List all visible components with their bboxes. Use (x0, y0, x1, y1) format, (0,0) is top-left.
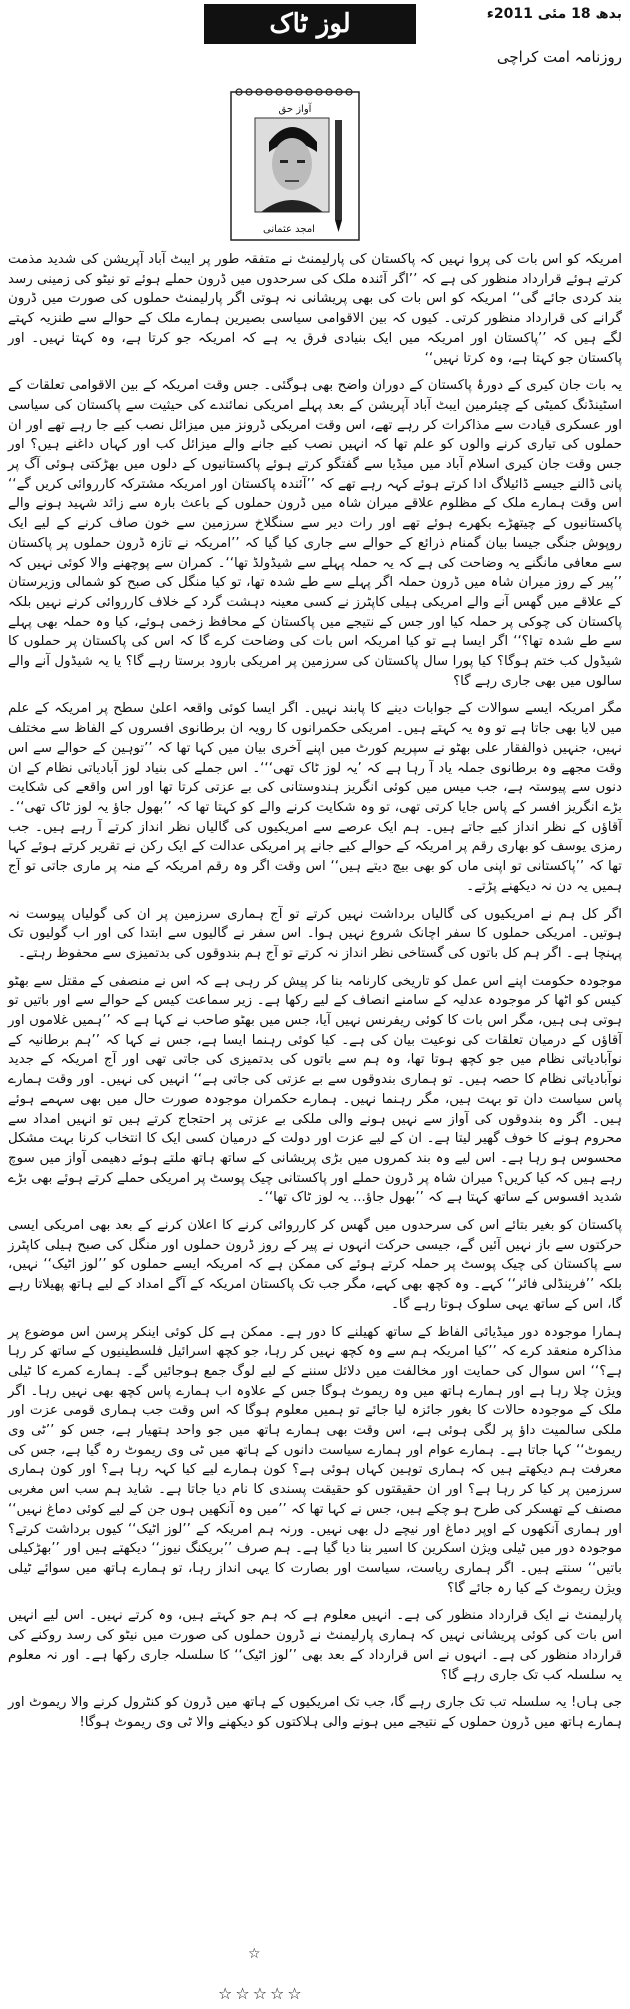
paragraph: امریکہ کو اس بات کی پروا نہیں کہ پاکستان کی پارلیمنٹ نے متفقہ طور پر ایبٹ آباد آپریشن کی شدید مذمت کرتے ہوئے قرارداد منظور کی ہے کہ ’’اگر آئندہ ملک کی سرحدوں میں ڈرون حملے ہوئے تو نیٹو کی زمینی رسد بند کردی جائے گی‘‘ امریکہ کو اس بات کی بھی پریشانی نہ ہوتی اگر پارلیمنٹ حملوں کی صورت میں ڈرون گرانے کی قرارداد منظور کرتی۔ کیوں کہ بین الاقوامی سیاسی بصیرین ہمارے ملک کے حوالے سے طنزیہ کہتے لگے ہیں کہ ’’پاکستان اور امریکہ میں ایک بنیادی فرق یہ ہے کہ امریکہ جو کرتا ہے، وہ کہتا نہیں۔ اور پاکستان جو کہتا ہے، وہ کرتا نہیں‘‘ (8, 252, 622, 366)
column-title: لوز ٹاک (204, 4, 416, 44)
paragraph: یہ بات جان کیری کے دورۂ پاکستان کے دوران واضح بھی ہوگئی۔ جس وقت امریکہ کے بین الاقوامی تعلقات کے اسٹینڈنگ کمیٹی کے چیئرمین ایبٹ آباد آپریشن کے بعد پہلے امریکی نمائندے کی حیثیت سے پاکستان کی سیاسی اور عسکری قیادت سے مذاکرات کر رہے تھے، اس وقت امریکی ڈرونز میں میزائل نصب کیے جا رہے تھے اور ان حملوں کی تیاری کرنے والوں کو علم تھا کہ انہیں نصب کیے جانے والے میزائل کب اور کہاں داغنے ہیں؟ اور جس وقت جان کیری اسلام آباد میں میڈیا سے گفتگو کرتے ہوئے پاکستانیوں کے دلوں میں بھڑکتی ہوئی آگ پر پانی ڈالنے جیسے ڈائیلاگ ادا کرتے ہوئے کہہ رہے تھے کہ ’’آئندہ پاکستان اور امریکہ مشترکہ کارروائی کریں گے‘‘ اس وقت ہمارے ملک کے مظلوم علاقے میران شاہ میں ڈرون حملوں کے باعث بارہ سے زائد شہید ہونے والے پاکستانیوں کے چیتھڑے بکھرے ہوئے تھے اور رات دیر سے سنگلاخ سرزمین سے خون صاف کرنے کے لیے ایک روپوش جنگی جیسا بیان گمنام ذرائع کے حوالے سے جاری کیا گیا کہ ’’امریکہ نے تازہ ڈرون حملوں پر پاکستان سے معافی مانگنے یہ وضاحت کی ہے کہ یہ حملہ پہلے سے شیڈولڈ تھا‘‘۔ کمران سے پوچھنے والا کوئی نہیں کہ ’’پیر کے روز میران شاہ میں ڈرون حملہ اگر پہلے سے طے شدہ تھا، تو کیا منگل کی صبح کو شمالی وزیرستان کے علاقے میں گھس آنے والے امریکی ہیلی کاپٹرز نے کسی معینہ دہشت گرد کے خلاف کارروائی کرنے نہیں بلکہ پاکستان کی چوکی پر حملہ کیا اور جس کے نتیجے میں پاکستان کے محافظ زخمی ہوئے، کیا وہ حملہ بھی پہلے سے طے شدہ تھا؟‘‘ اگر ایسا ہے تو کیا امریکہ اس بات کی وضاحت کرے گا کہ اس کی پاکستان پر حملوں کا شیڈول کب ختم ہوگا؟ کیا پورا سال پاکستان کی سرزمین پر امریکی بارود برستا رہے گا؟ یا یہ شیڈول آنے والے سالوں میں بھی جاری رہے گا؟ (8, 378, 622, 689)
paragraph: موجودہ حکومت اپنے اس عمل کو تاریخی کارنامہ بنا کر پیش کر رہی ہے کہ اس نے منصفی کے مقتل سے بھٹو کیس کو اٹھا کر موجودہ عدلیہ کے سامنے انصاف کے لیے رکھا ہے۔ زیر سماعت کیس کے حوالے سے اور باتیں تو ہوتی ہی ہیں، مگر اس بات کا کوئی ریفرنس نہیں آیا، جس میں بھٹو صاحب نے کہا ہے کہ ’’ہمیں غلاموں اور آقاؤں کے درمیان تعلقات کی نوعیت بیان کی ہے۔ کیا کوئی رہنما ایسا ہے، جس نے کہا کہ ’’ہم برطانیہ کے نوآبادیاتی نظام میں جو کچھ ہوتا تھا، وہ ہم سے باتوں کی بدتمیزی کی جاتی تھی اور آج امریکہ کے جدید نوآبادیاتی نظام کا حصہ ہیں۔ تو ہماری بندوقوں سے بے عزتی کی جاتی ہے‘‘ انہیں کی نہیں۔ اور وقت ہمارے پاس سیاست دان تو بہت ہیں، مگر رہنما نہیں۔ ہمارے حکمران موجودہ صورت حال میں بھی سہمے ہوئے ہیں۔ اگر وہ بندوقوں کی آواز سے نہیں ہونے والی ملکی بے عزتی پر احتجاج کرتے ہیں تو انہیں امداد سے محروم ہونے کا خوف گھیر لیتا ہے۔ ان کے لیے عزت اور دولت کے درمیان کسی ایک کا انتخاب کرنا بہت مشکل محسوس ہو رہا ہے۔ اس لیے وہ بند کمروں میں بڑی پریشانی کے ساتھ ہاتھ ملتے ہوئے دھیمی آواز میں سوچ رہے ہیں کہ کیا کریں؟ میران شاہ پر ڈرون حملے اور پاکستانی چیک پوسٹ پر امریکی حملے کرتے ہوئے بھی بڑے شدید افسوس کے ساتھ کہتا ہے کہ ’’بھول جاؤ... یہ لوز ٹاک تھا‘‘۔ (8, 973, 622, 1206)
paragraph: پاکستان کو بغیر بتائے اس کی سرحدوں میں گھس کر کارروائی کرنے کا اعلان کرنے کے بعد بھی امریکی ایسی حرکتوں سے باز نہیں آئیں گے، جیسی حرکت انہوں نے پیر کے روز ڈرون حملوں اور منگل کی صبح ہیلی کاپٹرز سے پاکستان کی چیک پوسٹ پر حملہ کرتے ہوئے کی ممکن ہے کہ امریکہ ایسے حملوں کو ’’لوز اٹیک‘‘ نہیں، بلکہ ’’فرینڈلی فائر‘‘ کہے۔ وہ کچھ بھی کہے، مگر جب تک پاکستان امریکہ کے آگے امداد کے لیے ہاتھ پھیلاتا رہے گا، اس کے ساتھ یہی سلوک ہوتا رہے گا۔ (8, 1218, 622, 1312)
columnist-portrait (225, 82, 365, 244)
pen-icon (335, 120, 342, 232)
end-stars-divider: ☆☆☆☆☆ (218, 1984, 305, 2003)
star-icon: ☆ (248, 1946, 261, 1962)
paragraph: جی ہاں! یہ سلسلہ تب تک جاری رہے گا، جب تک امریکیوں کے ہاتھ میں ڈرون کو کنٹرول کرنے والا ریموٹ اور ہمارے ہاتھ میں ڈرون حملوں کے نتیجے میں ہونے والی ہلاکتوں کو دیکھنے والا ٹی وی ریموٹ ہوگا! (8, 1695, 622, 1730)
columnist-name: امجد عثمانی (263, 224, 315, 235)
paragraph: پارلیمنٹ نے ایک قرارداد منظور کی ہے۔ انہیں معلوم ہے کہ ہم جو کہتے ہیں، وہ کرتے نہیں۔ اس لیے انہیں اس بات کی کوئی پریشانی نہیں کہ ہماری پارلیمنٹ نے ڈرون حملوں کی صورت میں نیٹو کی رسد روکنے کی قرارداد منظور کی ہے۔ انہوں نے اس قرارداد کے بعد بھی ’’لوز اٹیک‘‘ کا سلسلہ جاری رکھا ہے۔ اور نہ معلوم یہ سلسلہ کب تک جاری رہے گا؟ (8, 1608, 622, 1683)
article-body (8, 250, 622, 1741)
paragraph: ہمارا موجودہ دور میڈیائی الفاظ کے ساتھ کھیلنے کا دور ہے۔ ممکن ہے کل کوئی اینکر پرسن اس موضوع پر مذاکرہ منعقد کرے کہ ’’کیا امریکہ ہم سے وہ کچھ نہیں کر رہا، جو کچھ اسرائیل فلسطینیوں کے ساتھ کر رہا ہے؟‘‘ اس سوال کی حمایت اور مخالفت میں دلائل سننے کے لیے لوگ جمع ہوجائیں گے۔ ہمارے کمرے کا ٹیلی ویژن چلا رہا ہے اور ہمارے ہاتھ میں وہ ریموٹ ہوگا جس کے علاوہ اب ہمارے پاس کچھ بھی نہیں رہا۔ اگر ملک کے موجودہ حالات کا بغور جائزہ لیا جائے تو ہمیں معلوم ہوگا کہ اس وقت جب ہماری قومی عزت اور ملکی سالمیت داؤ پر لگی ہوئی ہے، اس وقت بھی ہمارے ہاتھ میں جو واحد ہتھیار ہے، جس کو ’’ٹی وی ریموٹ‘‘ کہا جاتا ہے۔ ہمارے عوام اور ہمارے سیاست دانوں کے ہاتھ میں ٹی وی ریموٹ رہ گیا ہے، جس کی معرفت ہم دیکھتے ہیں کہ ہماری توہین کہاں ہوئی ہے؟ کون ہمارے لیے کیا کہہ رہا ہے؟ اور کون ہماری سرزمین پر کیا کر رہا ہے؟ اور ان حقیقتوں کو حقیقت پسندی کا نام دیا جاتا ہے۔ شاید ہم سب اس مغربی مصنف کے تھسکر کی طرح ہو چکے ہیں، جس نے کہا تھا کہ ’’میں وہ آنکھیں ہوں جن کے لیے کوئی دماغ نہیں‘‘ اور ہماری آنکھوں کے اوپر دماغ اور نیچے دل بھی نہیں۔ ورنہ ہم امریکہ کے ’’لوز اٹیک‘‘ کیوں برداشت کرتے؟ موجودہ دور میں ٹیلی ویژن اسکرین کا اسیر بنا دیا گیا ہے۔ ہم صرف ’’بریکنگ نیوز‘‘ دیکھتے ہیں اور ’’بھڑکیلی باتیں‘‘ سنتے ہیں۔ اگر ہماری ریاست، سیاست اور بصارت کا یہی انداز رہا، تو ہمارے ہاتھ میں سوائے ٹیلی ویژن ریموٹ کے کیا رہ جائے گا؟ (8, 1324, 622, 1596)
publication-date: بدھ 18 مئی 2011ء (486, 6, 622, 22)
paragraph: مگر امریکہ ایسے سوالات کے جوابات دینے کا پابند نہیں۔ اگر ایسا کوئی واقعہ اعلیٰ سطح پر امریکہ کے علم میں لایا بھی جاتا ہے تو وہ یہ کہتے ہیں۔ امریکی حکمرانوں کا رویہ ان برطانوی افسروں کے الفاظ سے مختلف نہیں، جنہیں ذوالفقار علی بھٹو نے سپریم کورٹ میں اپنے آخری بیان میں کہا تھا کہ ’’توہین کے حوالے سے اس وقت مجھے وہ برطانوی جملہ یاد آ رہا ہے کہ ’یہ لوز ٹاک تھی‘‘‘۔ اس جملے کی بنیاد لوز آبادیاتی نظام کے ان دنوں سے پیوستہ ہے، جب میس میں کوئی انگریز ہندوستانی کی بے عزتی کرتا تھا اور اس واقعے کی شکایت بڑے انگریز افسر کے پاس جایا کرتی تھی، تو وہ شکایت کرنے والے کو کہتا تھا کہ ’’بھول جاؤ یہ لوز ٹاک تھی‘‘۔ آقاؤں کے نظر انداز کیے جاتے ہیں۔ ہم ایک عرصے سے امریکیوں کی گالیاں نظر انداز کرتے آ رہے ہیں۔ جب رمزی یوسف کو بھاری رقم پر امریکہ کے حوالے کیے جانے پر امریکی عدالت کے ایک رکن نے تقریر کرتے ہوئے کہا تھا کہ ’’پاکستانی تو اپنی ماں کو بھی بیچ دیتے ہیں‘‘ اس وقت اگر وہ رقم امریکہ کے منہ پر ماری جاتی تو آج ہمیں یہ دن نہ دیکھنے پڑتے۔ (8, 701, 622, 894)
paragraph: اگر کل ہم نے امریکیوں کی گالیاں برداشت نہیں کرتے تو آج ہماری سرزمین پر ان کی گولیاں پیوست نہ ہوتیں۔ امریکی حملوں کا سفر اچانک شروع نہیں ہوا۔ اس سفر نے گالیوں سے ابتدا کی اور اب گولیوں تک پہنچا ہے۔ اگر ہم کل باتوں کی گستاخی نظر انداز نہ کرتے تو آج ہم بندوقوں کی بدتمیزی سے محفوظ رہتے۔ (8, 906, 622, 961)
portrait-label: آواز حق (278, 104, 312, 115)
newspaper-source: روزنامہ امت کراچی (496, 48, 622, 66)
